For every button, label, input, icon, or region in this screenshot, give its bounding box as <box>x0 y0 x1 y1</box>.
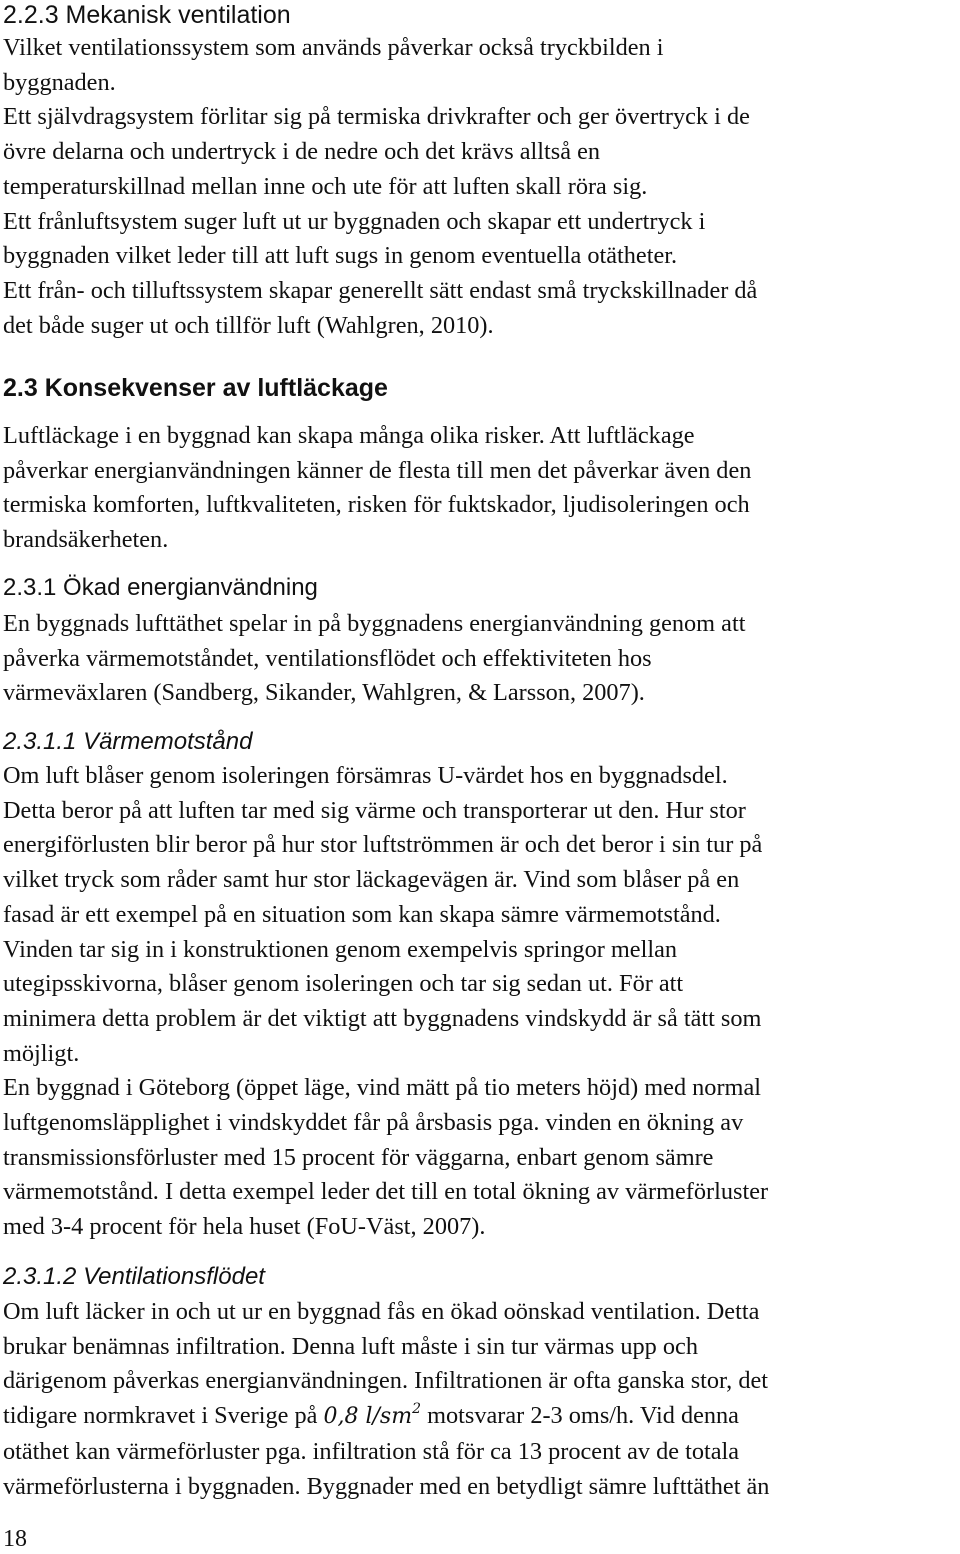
paragraph <box>3 31 958 343</box>
section-heading: 2.2.3 Mekanisk ventilation <box>3 1 291 29</box>
text-line: byggnaden. <box>3 68 116 96</box>
section-2-3-1-2 <box>3 1262 958 1292</box>
section-heading: 2.3.1 Ökad energianvändning <box>3 574 318 601</box>
text-line: termiska komforten, luftkvaliteten, risken för fuktskador, ljudisoleringen och <box>3 491 750 519</box>
text-line: brukar benämnas infiltration. Denna luft måste i sin tur värmas upp och <box>3 1332 698 1360</box>
text-line: fasad är ett exempel på en situation som kan skapa sämre värmemotstånd. <box>3 900 721 928</box>
section-2-3 <box>3 373 958 403</box>
text-line: Om luft blåser genom isoleringen försämras U-värdet hos en byggnadsdel. <box>3 762 728 789</box>
text-line: värmemotstånd. I detta exempel leder det till en total ökning av värmeförluster <box>3 1178 769 1206</box>
text-fragment: tidigare normkravet i Sverige på <box>3 1402 324 1430</box>
text-line: möjligt. <box>3 1039 80 1067</box>
text-line: övre delarna och undertryck i de nedre och det krävs alltså en <box>3 138 601 166</box>
formula-exponent: 2 <box>412 1401 422 1418</box>
text-line: Ett från- och tilluftssystem skapar generellt sätt endast små tryckskillnader då <box>3 276 758 304</box>
text-line: påverka värmemotståndet, ventilationsflödet och effektiviteten hos <box>3 644 652 672</box>
text-line: Luftläckage i en byggnad kan skapa många olika risker. Att luftläckage <box>3 422 695 449</box>
text-line: En byggnads lufttäthet spelar in på byggnadens energianvändning genom att <box>3 610 746 637</box>
paragraph <box>3 1295 958 1504</box>
section-2-3-1 <box>3 573 958 603</box>
text-line: det både suger ut och tillför luft (Wahlgren, 2010). <box>3 311 494 339</box>
formula-value: 0,8 <box>323 1404 359 1430</box>
section-heading: 2.3 Konsekvenser av luftläckage <box>3 374 388 402</box>
text-line: Vilket ventilationssystem som används påverkar också tryckbilden i <box>3 34 664 61</box>
paragraph <box>3 607 958 711</box>
text-line: byggnaden vilket leder till att luft sugs in genom eventuella otätheter. <box>3 242 678 270</box>
text-line: med 3-4 procent för hela huset (FoU-Väst, 2007). <box>3 1213 486 1241</box>
section-2-3-body <box>3 419 958 558</box>
formula-unit: l/sm <box>365 1404 413 1430</box>
text-line: minimera detta problem är det viktigt att byggnadens vindskydd är så tätt som <box>3 1004 762 1032</box>
text-line: Om luft läcker in och ut ur en byggnad fås en ökad oönskad ventilation. Detta <box>3 1298 760 1325</box>
text-line: påverkar energianvändningen känner de flesta till men det påverkar även den <box>3 456 752 484</box>
text-line: luftgenomsläpplighet i vindskyddet får på årsbasis pga. vinden en ökning av <box>3 1109 744 1137</box>
formula <box>323 1401 422 1430</box>
section-2-3-1-body <box>3 607 958 711</box>
paragraph <box>3 759 958 1245</box>
paragraph <box>3 419 958 558</box>
text-line-with-formula <box>3 1399 958 1435</box>
text-line: Detta beror på att luften tar med sig värme och transporterar ut den. Hur stor <box>3 796 746 824</box>
text-line: därigenom påverkas energianvändningen. Infiltrationen är ofta ganska stor, det <box>3 1367 769 1395</box>
text-line: utegipsskivorna, blåser genom isoleringen och tar sig sedan ut. För att <box>3 970 684 998</box>
text-line: otäthet kan värmeförluster pga. infiltration stå för ca 13 procent av de totala <box>3 1437 740 1465</box>
section-2-3-1-1 <box>3 727 958 757</box>
text-line: Ett frånluftsystem suger luft ut ur byggnaden och skapar ett undertryck i <box>3 207 706 235</box>
section-heading: 2.3.1.2 Ventilationsflödet <box>3 1263 265 1290</box>
text-line: brandsäkerheten. <box>3 526 169 554</box>
section-2-2-3 <box>3 0 958 30</box>
text-fragment: motsvarar 2-3 oms/h. Vid denna <box>421 1402 739 1430</box>
text-line: transmissionsförluster med 15 procent för väggarna, enbart genom sämre <box>3 1143 714 1171</box>
text-line: värmeväxlaren (Sandberg, Sikander, Wahlgren, & Larsson, 2007). <box>3 679 645 707</box>
section-2-3-1-2-body <box>3 1295 958 1504</box>
text-line: Ett självdragsystem förlitar sig på termiska drivkrafter och ger övertryck i de <box>3 103 750 131</box>
text-line: temperaturskillnad mellan inne och ute för att luften skall röra sig. <box>3 172 648 200</box>
text-line: vilket tryck som råder samt hur stor läckagevägen är. Vind som blåser på en <box>3 866 740 894</box>
section-2-3-1-1-body <box>3 759 958 1245</box>
text-line: värmeförlusterna i byggnaden. Byggnader med en betydligt sämre lufttäthet än <box>3 1472 770 1500</box>
text-line: En byggnad i Göteborg (öppet läge, vind mätt på tio meters höjd) med normal <box>3 1074 761 1102</box>
text-line: energiförlusten blir beror på hur stor luftströmmen är och det beror i sin tur på <box>3 831 763 859</box>
page-number: 18 <box>3 1526 27 1552</box>
text-line: Vinden tar sig in i konstruktionen genom exempelvis springor mellan <box>3 935 678 963</box>
section-heading: 2.3.1.1 Värmemotstånd <box>3 728 253 755</box>
section-2-2-3-body <box>3 31 958 343</box>
